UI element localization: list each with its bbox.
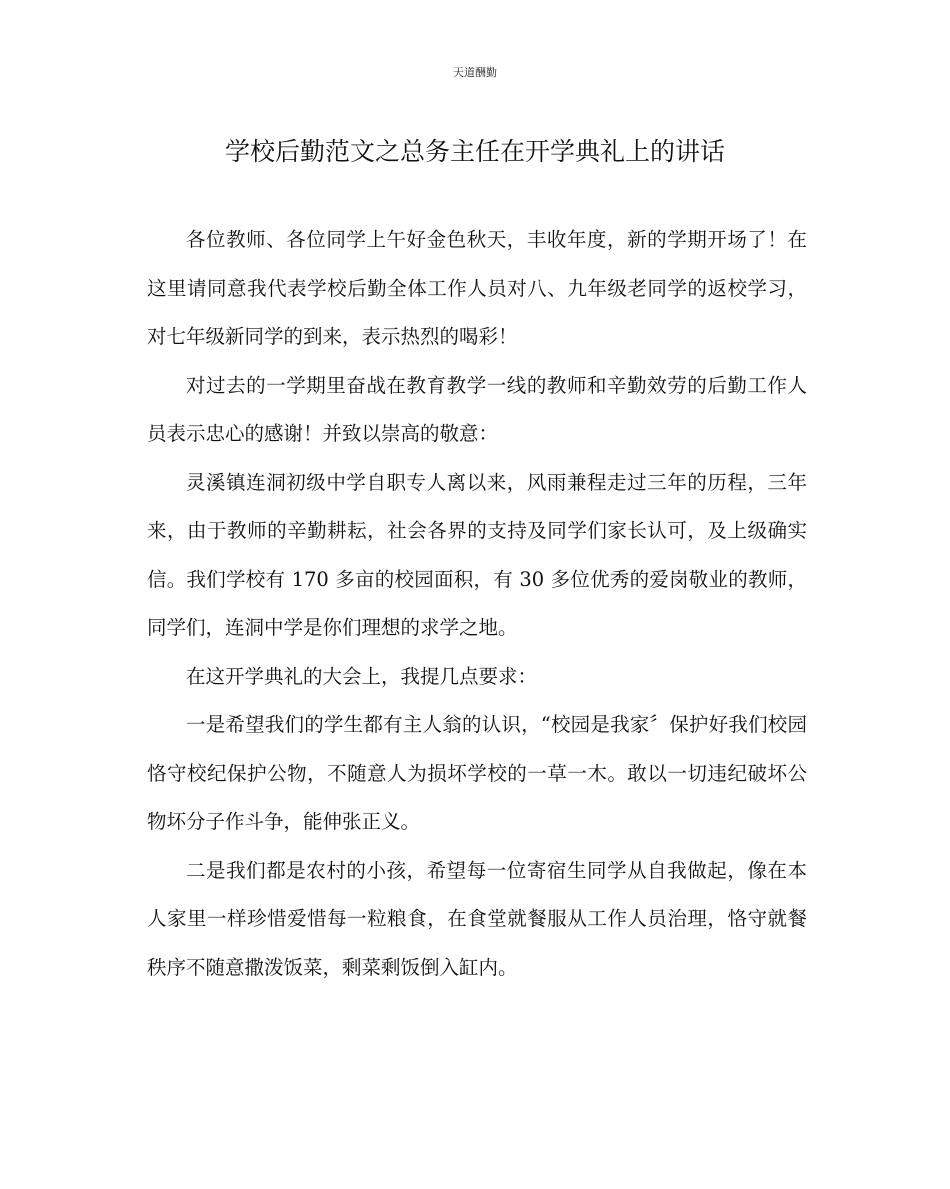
document-body <box>147 216 807 992</box>
paragraph-greeting: 各位教师、各位同学上午好金色秋天，丰收年度，新的学期开场了！在这里请同意我代表学校后勤全体工作人员对八、九年级老同学的返校学习，对七年级新同学的到来，表示热烈的喝彩！ <box>147 228 807 348</box>
paragraph-requirement-two: 二是我们都是农村的小孩，希望每一位寄宿生同学从自我做起，像在本人家里一样珍惜爱惜每一粒粮食，在食堂就餐服从工作人员治理，恪守就餐秩序不随意撒泼饭菜，剩菜剩饭倒入缸内。 <box>147 858 807 979</box>
paragraph-requirements-intro: 在这开学典礼的大会上，我提几点要求： <box>186 664 538 688</box>
paragraph-school-history: 灵溪镇连洞初级中学自职专人离以来，风雨兼程走过三年的历程，三年来，由于教师的辛勤耕耘，社会各界的支持及同学们家长认可，及上级确实信。我们学校有 170 多亩的校园面积，有 30 多位优秀的爱岗敬业的教师，同学们，连洞中学是你们理想的求学之地。 <box>147 470 807 639</box>
document-title: 学校后勤范文之总务主任在开学典礼上的讲话 <box>224 137 725 166</box>
paragraph-thanks: 对过去的一学期里奋战在教育教学一线的教师和辛勤效劳的后勤工作人员表示忠心的感谢！并致以崇高的敬意： <box>147 373 807 445</box>
page-header: 天道酬勤 <box>453 66 497 79</box>
paragraph-requirement-one: 一是希望我们的学生都有主人翁的认识，“校园是我家〞保护好我们校园恪守校纪保护公物，不随意人为损坏学校的一草一木。敢以一切违纪破坏公物坏分子作斗争，能伸张正义。 <box>147 713 807 833</box>
